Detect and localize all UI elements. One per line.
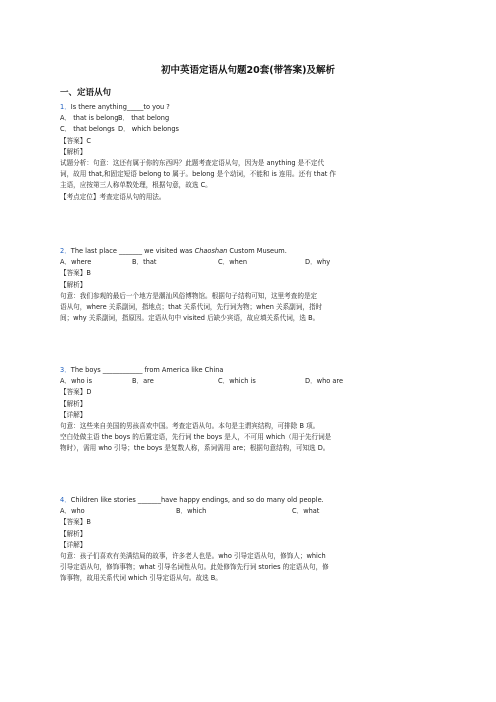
option-c: C．when (218, 258, 248, 267)
option-b: B．which (176, 507, 207, 516)
detail-text-line: 空白处做主语 the boys 的后置定语，先行词 the boys 是人，不可用 which（用于先行词是 (60, 433, 332, 442)
option-d: D．who are (305, 377, 344, 386)
question-text: The last place _______ we visited was (70, 247, 195, 255)
option-b: B． that belong (118, 114, 170, 123)
question-2-options (60, 257, 428, 268)
question-3 (60, 365, 428, 455)
detail-text-line: 饰事物，故用关系代词 which 引导定语从句。故选 B。 (60, 574, 222, 583)
question-2 (60, 246, 428, 324)
question-4-stem (60, 495, 428, 506)
question-text: Is there anything_____to you ? (70, 103, 170, 111)
question-text-italic: Chaoshan (194, 247, 228, 255)
question-1-options-row2 (60, 124, 428, 135)
analysis-text-line: 词，故用 that,和固定短语 belong to 属于。belong 是个动词，不能和 is 连用。还有 that 作 (60, 170, 337, 179)
question-1-stem (60, 102, 428, 113)
analysis-label: 【解析】 (60, 280, 87, 289)
detail-label: 【详解】 (60, 410, 87, 419)
question-number: 2． (60, 247, 71, 255)
document-title: 初中英语定语从句题20套(带答案)及解析 (161, 65, 335, 76)
question-1-options-row1 (60, 113, 428, 124)
option-b: B．are (132, 377, 154, 386)
question-number: 4． (60, 496, 71, 504)
question-2-stem (60, 246, 428, 257)
option-a: A． that is belong (60, 114, 119, 123)
question-4 (60, 495, 428, 585)
analysis-text-line: 主语，应按第三人称单数处理，根据句意，故选 C。 (60, 181, 212, 190)
option-a: A．where (60, 258, 92, 267)
analysis-label: 【解析】 (60, 399, 87, 408)
question-number: 1． (60, 103, 71, 111)
question-number: 3． (60, 366, 71, 374)
answer-label: 【答案】D (60, 388, 92, 397)
option-a: A．who is (60, 377, 93, 386)
question-1 (60, 102, 428, 203)
detail-text-line: 句意：这些来自美国的男孩喜欢中国。考查定语从句。本句是主谓宾结构，可排除 B 项。 (60, 422, 320, 431)
question-4-options (60, 506, 428, 517)
option-a: A．who (60, 507, 85, 516)
question-text: Custom Museum. (227, 247, 287, 255)
section-heading: 一、定语从句 (60, 88, 112, 98)
option-c: C．what (292, 507, 320, 516)
knowledge-point: 【考点定位】考查定语从句的用法。 (60, 192, 166, 201)
option-c: C．which is (218, 377, 256, 386)
question-text: Children like stories _______have happy endings, and so do many old people. (70, 496, 324, 504)
option-d: D． which belongs (118, 125, 179, 134)
detail-text-line: 引导定语从句，修饰事物；what 引导名词性从句。此处修饰先行词 stories 的定语从句，修 (60, 563, 329, 572)
question-text: The boys ____________ from America like China (70, 366, 224, 374)
answer-label: 【答案】B (60, 269, 91, 278)
option-b: B．that (132, 258, 157, 267)
analysis-text-line: 句意：我们参观的最后一个地方是潮汕风俗博物馆。根据句子结构可知，这里考查的是定 (60, 291, 318, 300)
analysis-text-line: 试题分析：句意：这还有属于你的东西吗？此题考查定语从句，因为是 anything 是不定代 (60, 159, 325, 168)
detail-label: 【详解】 (60, 540, 87, 549)
detail-text-line: 句意：孩子们喜欢有美满结局的故事，许多老人也是。who 引导定语从句，修饰人；which (60, 552, 326, 561)
question-3-stem (60, 365, 428, 376)
answer-label: 【答案】B (60, 518, 91, 527)
analysis-text-line: 间；why 关系副词，指原因。定语从句中 visited 后缺少宾语，故应填关系代词，选 B。 (60, 314, 320, 323)
analysis-text-line: 语从句，where 关系副词，指地点；that 关系代词，先行词为物；when 关系副词，指时 (60, 303, 323, 312)
question-3-options (60, 376, 428, 387)
option-d: D．why (305, 258, 331, 267)
option-c: C． that belongs (60, 125, 115, 134)
answer-label: 【答案】C (60, 136, 91, 145)
analysis-label: 【解析】 (60, 147, 87, 156)
detail-text-line: 物时），需用 who 引导；the boys 是复数人称，系词需用 are；根据句意结构，可知选 D。 (60, 444, 330, 453)
analysis-label: 【解析】 (60, 529, 87, 538)
